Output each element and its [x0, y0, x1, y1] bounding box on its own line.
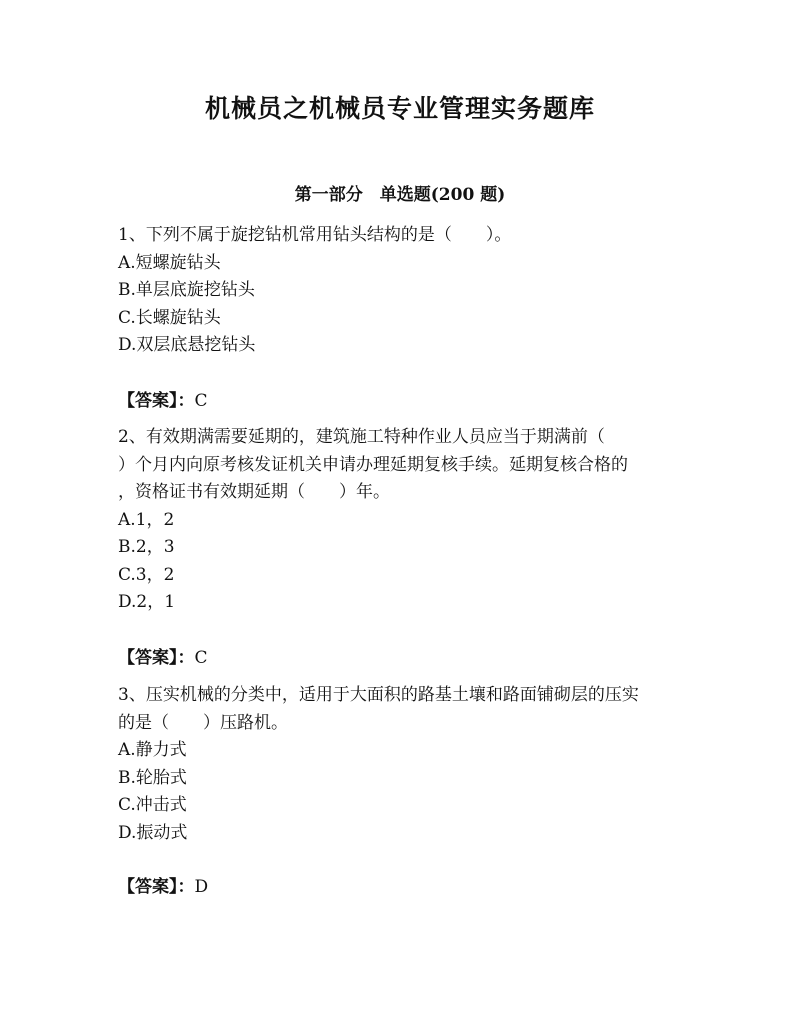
answer-3: [118, 874, 208, 900]
question-stem-line-2: 的是（ ）压路机。: [118, 712, 288, 733]
option-c: C.3，2: [118, 564, 175, 585]
answer-value: C: [194, 648, 208, 668]
option-d: D.振动式: [118, 822, 188, 843]
question-stem-line-2: ）个月内向原考核发证机关申请办理延期复核手续。延期复核合格的: [118, 454, 628, 475]
document-title: 机械员之机械员专业管理实务题库: [204, 94, 595, 123]
question-stem-line-1: 3、压实机械的分类中，适用于大面积的路基土壤和路面铺砌层的压实: [118, 685, 639, 705]
option-a: A.短螺旋钻头: [118, 252, 221, 273]
option-c: C.冲击式: [118, 795, 187, 815]
question-stem-line-1: 2、有效期满需要延期的，建筑施工特种作业人员应当于期满前（: [118, 427, 605, 447]
section-title: 第一部分 单选题(200 题): [294, 185, 506, 205]
question-1: [118, 222, 688, 360]
answer-value: C: [194, 391, 208, 411]
answer-label: 【答案】：: [118, 391, 195, 411]
question-stem-line-3: ，资格证书有效期延期（ ）年。: [118, 482, 390, 502]
answer-2: [118, 645, 208, 671]
option-d: D.双层底悬挖钻头: [118, 335, 256, 355]
option-d: D.2，1: [118, 592, 176, 612]
answer-label: 【答案】：: [118, 648, 195, 668]
question-2: [118, 424, 688, 617]
question-stem: 1、下列不属于旋挖钻机常用钻头结构的是（ ）。: [118, 225, 512, 245]
answer-label: 【答案】：: [118, 877, 195, 897]
option-a: A.静力式: [118, 740, 187, 760]
option-b: B.单层底旋挖钻头: [118, 280, 255, 300]
option-c: C.长螺旋钻头: [118, 307, 221, 328]
option-b: B.2，3: [118, 537, 175, 557]
option-a: A.1，2: [118, 509, 175, 530]
answer-1: [118, 388, 208, 414]
option-b: B.轮胎式: [118, 767, 187, 788]
question-3: [118, 682, 688, 847]
answer-value: D: [194, 877, 209, 897]
